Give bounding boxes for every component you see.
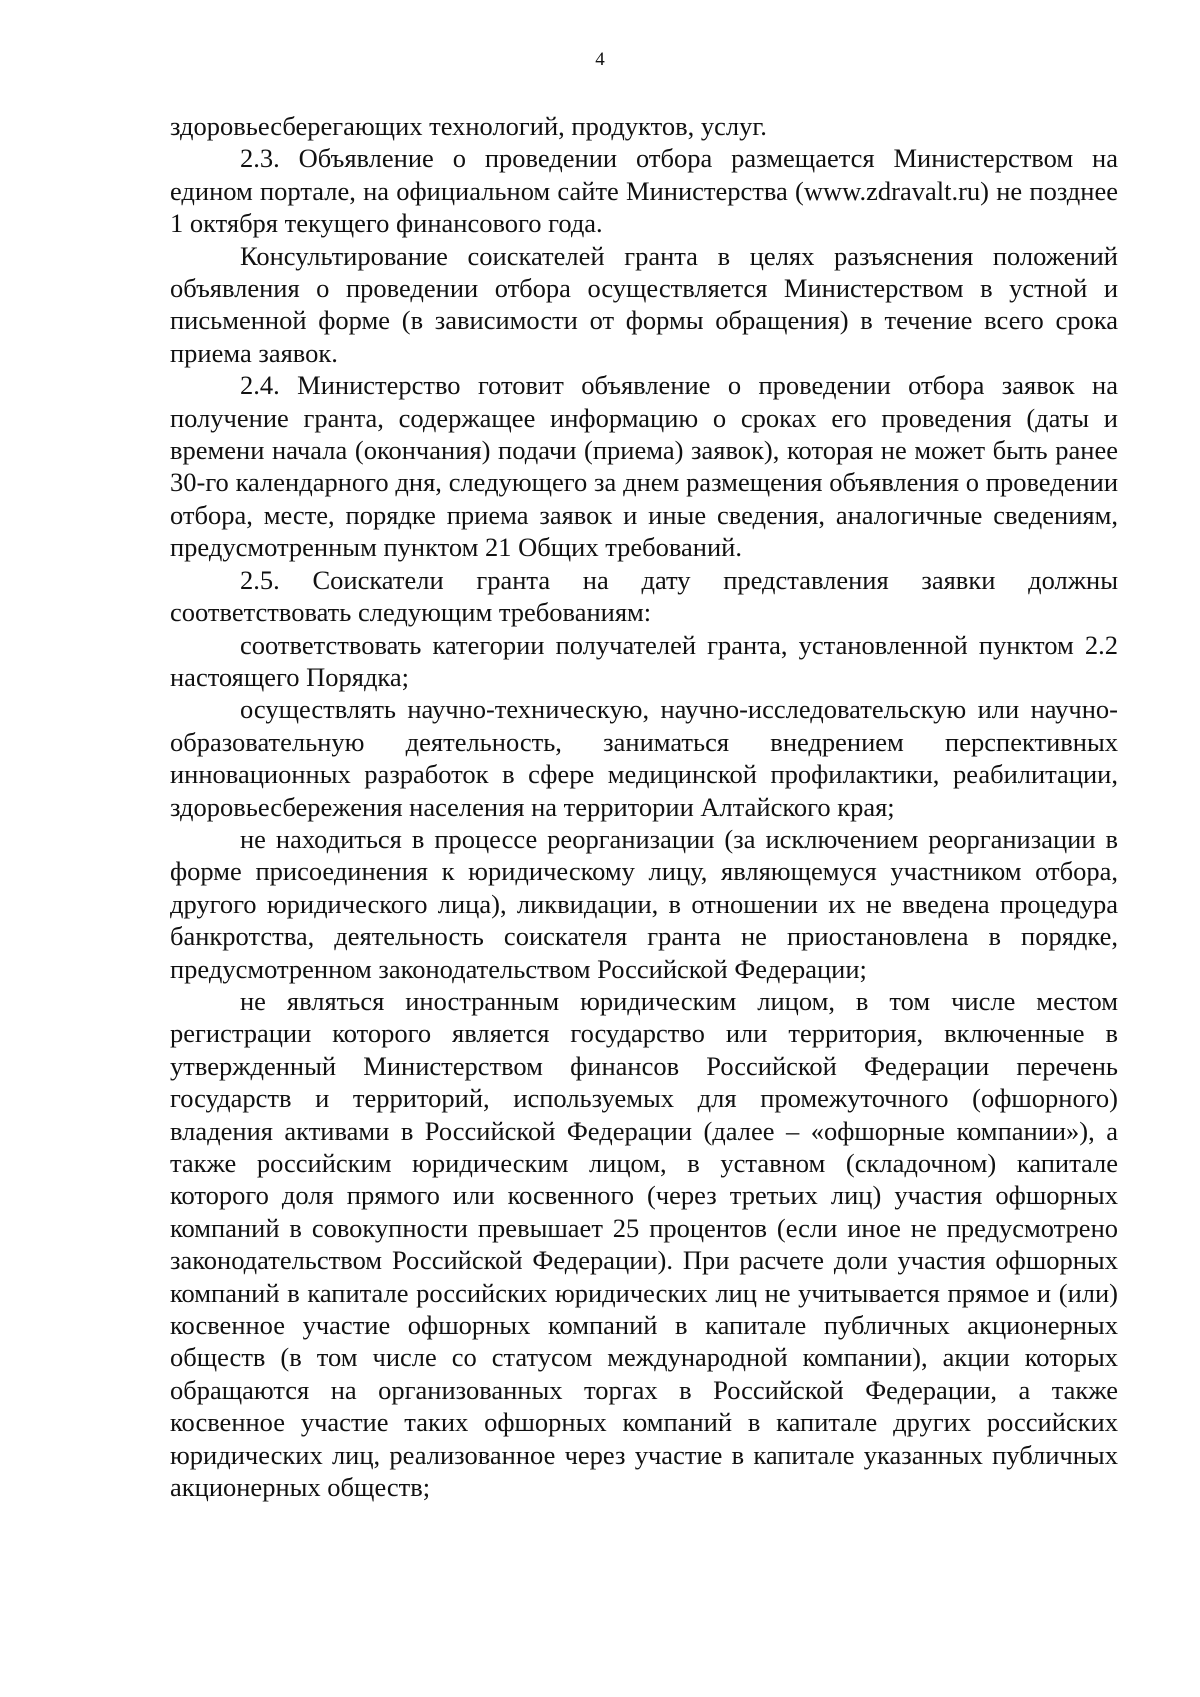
document-body — [170, 110, 1118, 1503]
requirement-reorganization: не находиться в процессе реорганизации (за исключением реорганизации в форме присоединения к юридическому лицу, являющемуся участником отбора, другого юридического лица), ликвидации, в отношении их не введена процедура банкротства, деятельность соискателя гранта не приостановлена в порядке, предусмотренном законодательством Российской Федерации; — [170, 823, 1118, 984]
requirement-category: соответствовать категории получателей гранта, установленной пунктом 2.2 настоящего Порядка; — [170, 629, 1118, 692]
requirement-offshore: не являться иностранным юридическим лицом, в том числе местом регистрации которого является государство или территория, включенные в утвержденный Министерством финансов Российской Федерации перечень государств и территорий, используемых для промежуточного (офшорного) владения активами в Российской Федерации (далее – «офшорные компании»), а также российским юридическим лицом, в уставном (складочном) капитале которого доля прямого или косвенного (через третьих лиц) участия офшорных компаний в совокупности превышает 25 процентов (если иное не предусмотрено законодательством Российской Федерации). При расчете доли участия офшорных компаний в капитале российских юридических лиц не учитывается прямое и (или) косвенное участие офшорных компаний в капитале публичных акционерных обществ (в том числе со статусом международной компании), акции которых обращаются на организованных торгах в Российской Федерации, а также косвенное участие таких офшорных компаний в капитале других российских юридических лиц, реализованное через участие в капитале указанных публичных акционерных обществ; — [170, 985, 1118, 1503]
page-number: 4 — [595, 49, 605, 70]
requirement-activity: осуществлять научно-техническую, научно-исследовательскую или научно-образовательную деятельность, заниматься внедрением перспективных инновационных разработок в сфере медицинской профилактики, реабилитации, здоровьесбережения населения на территории Алтайского края; — [170, 694, 1118, 822]
paragraph-2-3: 2.3. Объявление о проведении отбора размещается Министерством на едином портале, на официальном сайте Министерства (www.zdravalt.ru) не позднее 1 октября текущего финансового года. — [170, 143, 1118, 239]
paragraph-1: здоровьесберегающих технологий, продуктов, услуг. — [170, 111, 767, 141]
paragraph-2-4: 2.4. Министерство готовит объявление о проведении отбора заявок на получение гранта, содержащее информацию о сроках его проведения (даты и времени начала (окончания) подачи (приема) заявок), которая не может быть ранее 30-го календарного дня, следующего за днем размещения объявления о проведении отбора, месте, порядке приема заявок и иные сведения, аналогичные сведениям, предусмотренным пунктом 21 Общих требований. — [170, 370, 1118, 563]
paragraph-2-5: 2.5. Соискатели гранта на дату представления заявки должны соответствовать следующим требованиям: — [170, 564, 1118, 628]
paragraph-consulting: Консультирование соискателей гранта в целях разъяснения положений объявления о проведении отбора осуществляется Министерством в устной и письменной форме (в зависимости от формы обращения) в течение всего срока приема заявок. — [170, 240, 1118, 368]
